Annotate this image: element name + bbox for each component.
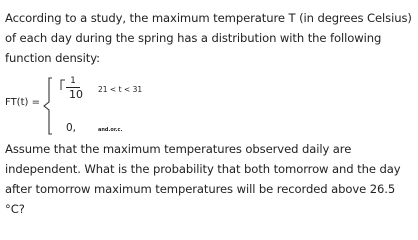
- left-brace-icon: [41, 76, 55, 136]
- fraction-denominator: 10: [69, 88, 83, 101]
- case1-condition: 21 < t < 31: [98, 85, 143, 94]
- fraction-numerator: 1: [70, 76, 76, 86]
- density-formula: [5, 76, 205, 136]
- formula-lhs: FT(t) =: [5, 97, 40, 108]
- problem-intro: According to a study, the maximum temperature T (in degrees Celsius) of each day during the spring has a distribution with the following function density:: [5, 11, 412, 65]
- case2-value: 0,: [66, 122, 77, 134]
- case1-fraction: [66, 77, 80, 88]
- problem-question: Assume that the maximum temperatures observed daily are independent. What is the probability that both tomorrow and the day after tomorrow maximum temperatures will be recorded above 26.5 °C?: [5, 142, 401, 216]
- case2-condition: and.or.c.: [98, 127, 123, 133]
